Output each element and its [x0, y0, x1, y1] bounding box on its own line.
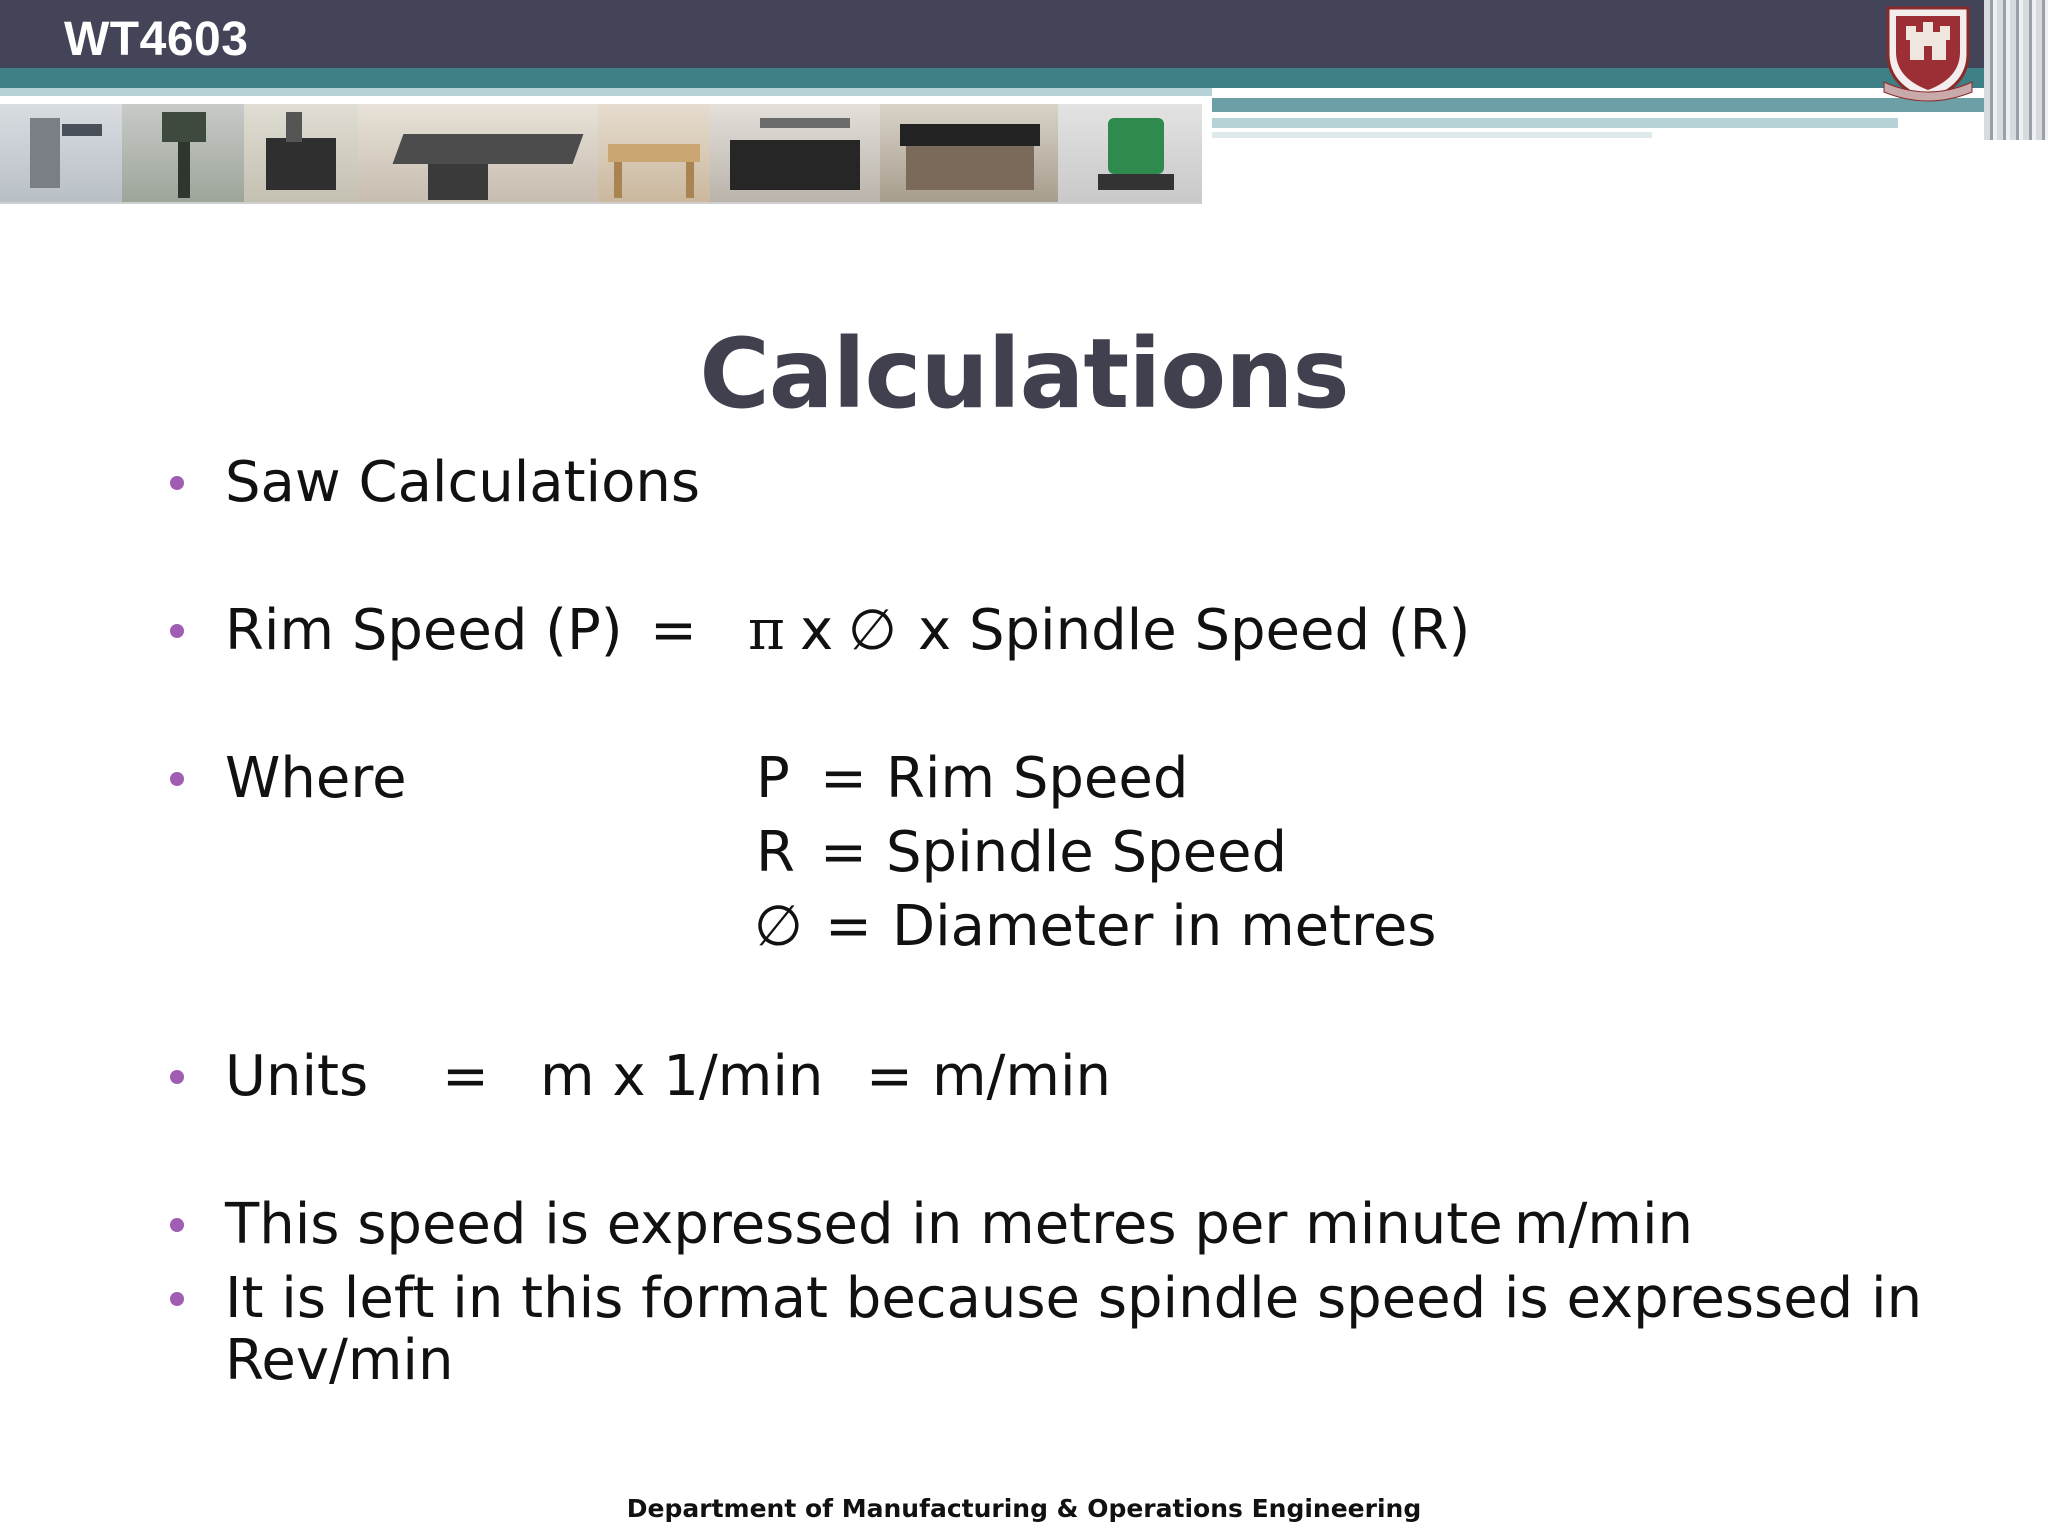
header-accent-line	[1212, 132, 1652, 138]
course-code: WT4603	[64, 13, 249, 66]
units-expression: m x 1/min	[540, 1044, 824, 1109]
where-label: Where	[225, 746, 407, 811]
bullet-dot	[170, 1218, 184, 1232]
bullet-dot	[170, 1070, 184, 1084]
where-meaning-spindle-speed: Spindle Speed	[886, 820, 1288, 885]
expressed-unit: m/min	[1514, 1192, 1694, 1257]
woodworking-machines-photo-strip	[0, 104, 1202, 204]
times-sign: x	[800, 598, 834, 663]
department-footer: Department of Manufacturing & Operations Engineering	[626, 1494, 1422, 1523]
planer-photo	[358, 104, 598, 202]
where-symbol-r: R	[756, 820, 795, 885]
units-label: Units	[225, 1044, 369, 1109]
bullet-where	[170, 746, 1930, 959]
bullet-units	[170, 1044, 1930, 1110]
panel-saw-photo	[710, 104, 880, 202]
format-reason-line1: It is left in this format because spindle speed is expressed in	[225, 1266, 1923, 1331]
rim-formula-rest: x Spindle Speed (R)	[918, 598, 1471, 663]
header-edge-stripes	[1984, 0, 2048, 140]
header-bar	[0, 0, 2048, 68]
diameter-symbol: ∅	[848, 598, 897, 663]
where-meaning-diameter: Diameter in metres	[892, 894, 1437, 959]
bullet-text: Saw Calculations	[225, 450, 701, 515]
pillar-drill-photo	[122, 104, 244, 202]
drill-press-photo	[0, 104, 122, 202]
router-table-photo	[880, 104, 1058, 202]
where-equals: =	[820, 746, 867, 811]
bullet-dot	[170, 1292, 184, 1306]
bullet-dot	[170, 476, 184, 490]
router-photo	[1058, 104, 1202, 202]
where-symbol-p: P	[756, 746, 790, 811]
units-equals: =	[866, 1044, 913, 1109]
rim-speed-label: Rim Speed (P)	[225, 598, 623, 663]
units-result: m/min	[932, 1044, 1112, 1109]
bandsaw-photo	[244, 104, 358, 202]
bullet-dot	[170, 624, 184, 638]
where-meaning-rim-speed: Rim Speed	[886, 746, 1189, 811]
bullet-dot	[170, 772, 184, 786]
bullet-expressed-in	[170, 1192, 1930, 1258]
university-crest-icon	[1880, 2, 1976, 102]
where-symbol-diameter: ∅	[754, 894, 803, 959]
pi-symbol: π	[748, 598, 785, 663]
saw-bench-photo	[598, 104, 710, 202]
where-equals: =	[820, 820, 867, 885]
where-equals: =	[825, 894, 872, 959]
header-teal-band	[0, 68, 2048, 88]
format-reason-line2: Rev/min	[225, 1328, 454, 1393]
units-equals: =	[442, 1044, 489, 1109]
slide-title: Calculations	[699, 318, 1349, 430]
bullet-format-reason	[170, 1266, 1930, 1406]
header-accent-line	[0, 88, 1212, 96]
bullet-rim-speed-formula	[170, 598, 1930, 664]
rim-speed-equals: =	[650, 598, 697, 663]
header-accent-line	[1212, 118, 1898, 128]
expressed-text: This speed is expressed in metres per minute	[225, 1192, 1503, 1257]
